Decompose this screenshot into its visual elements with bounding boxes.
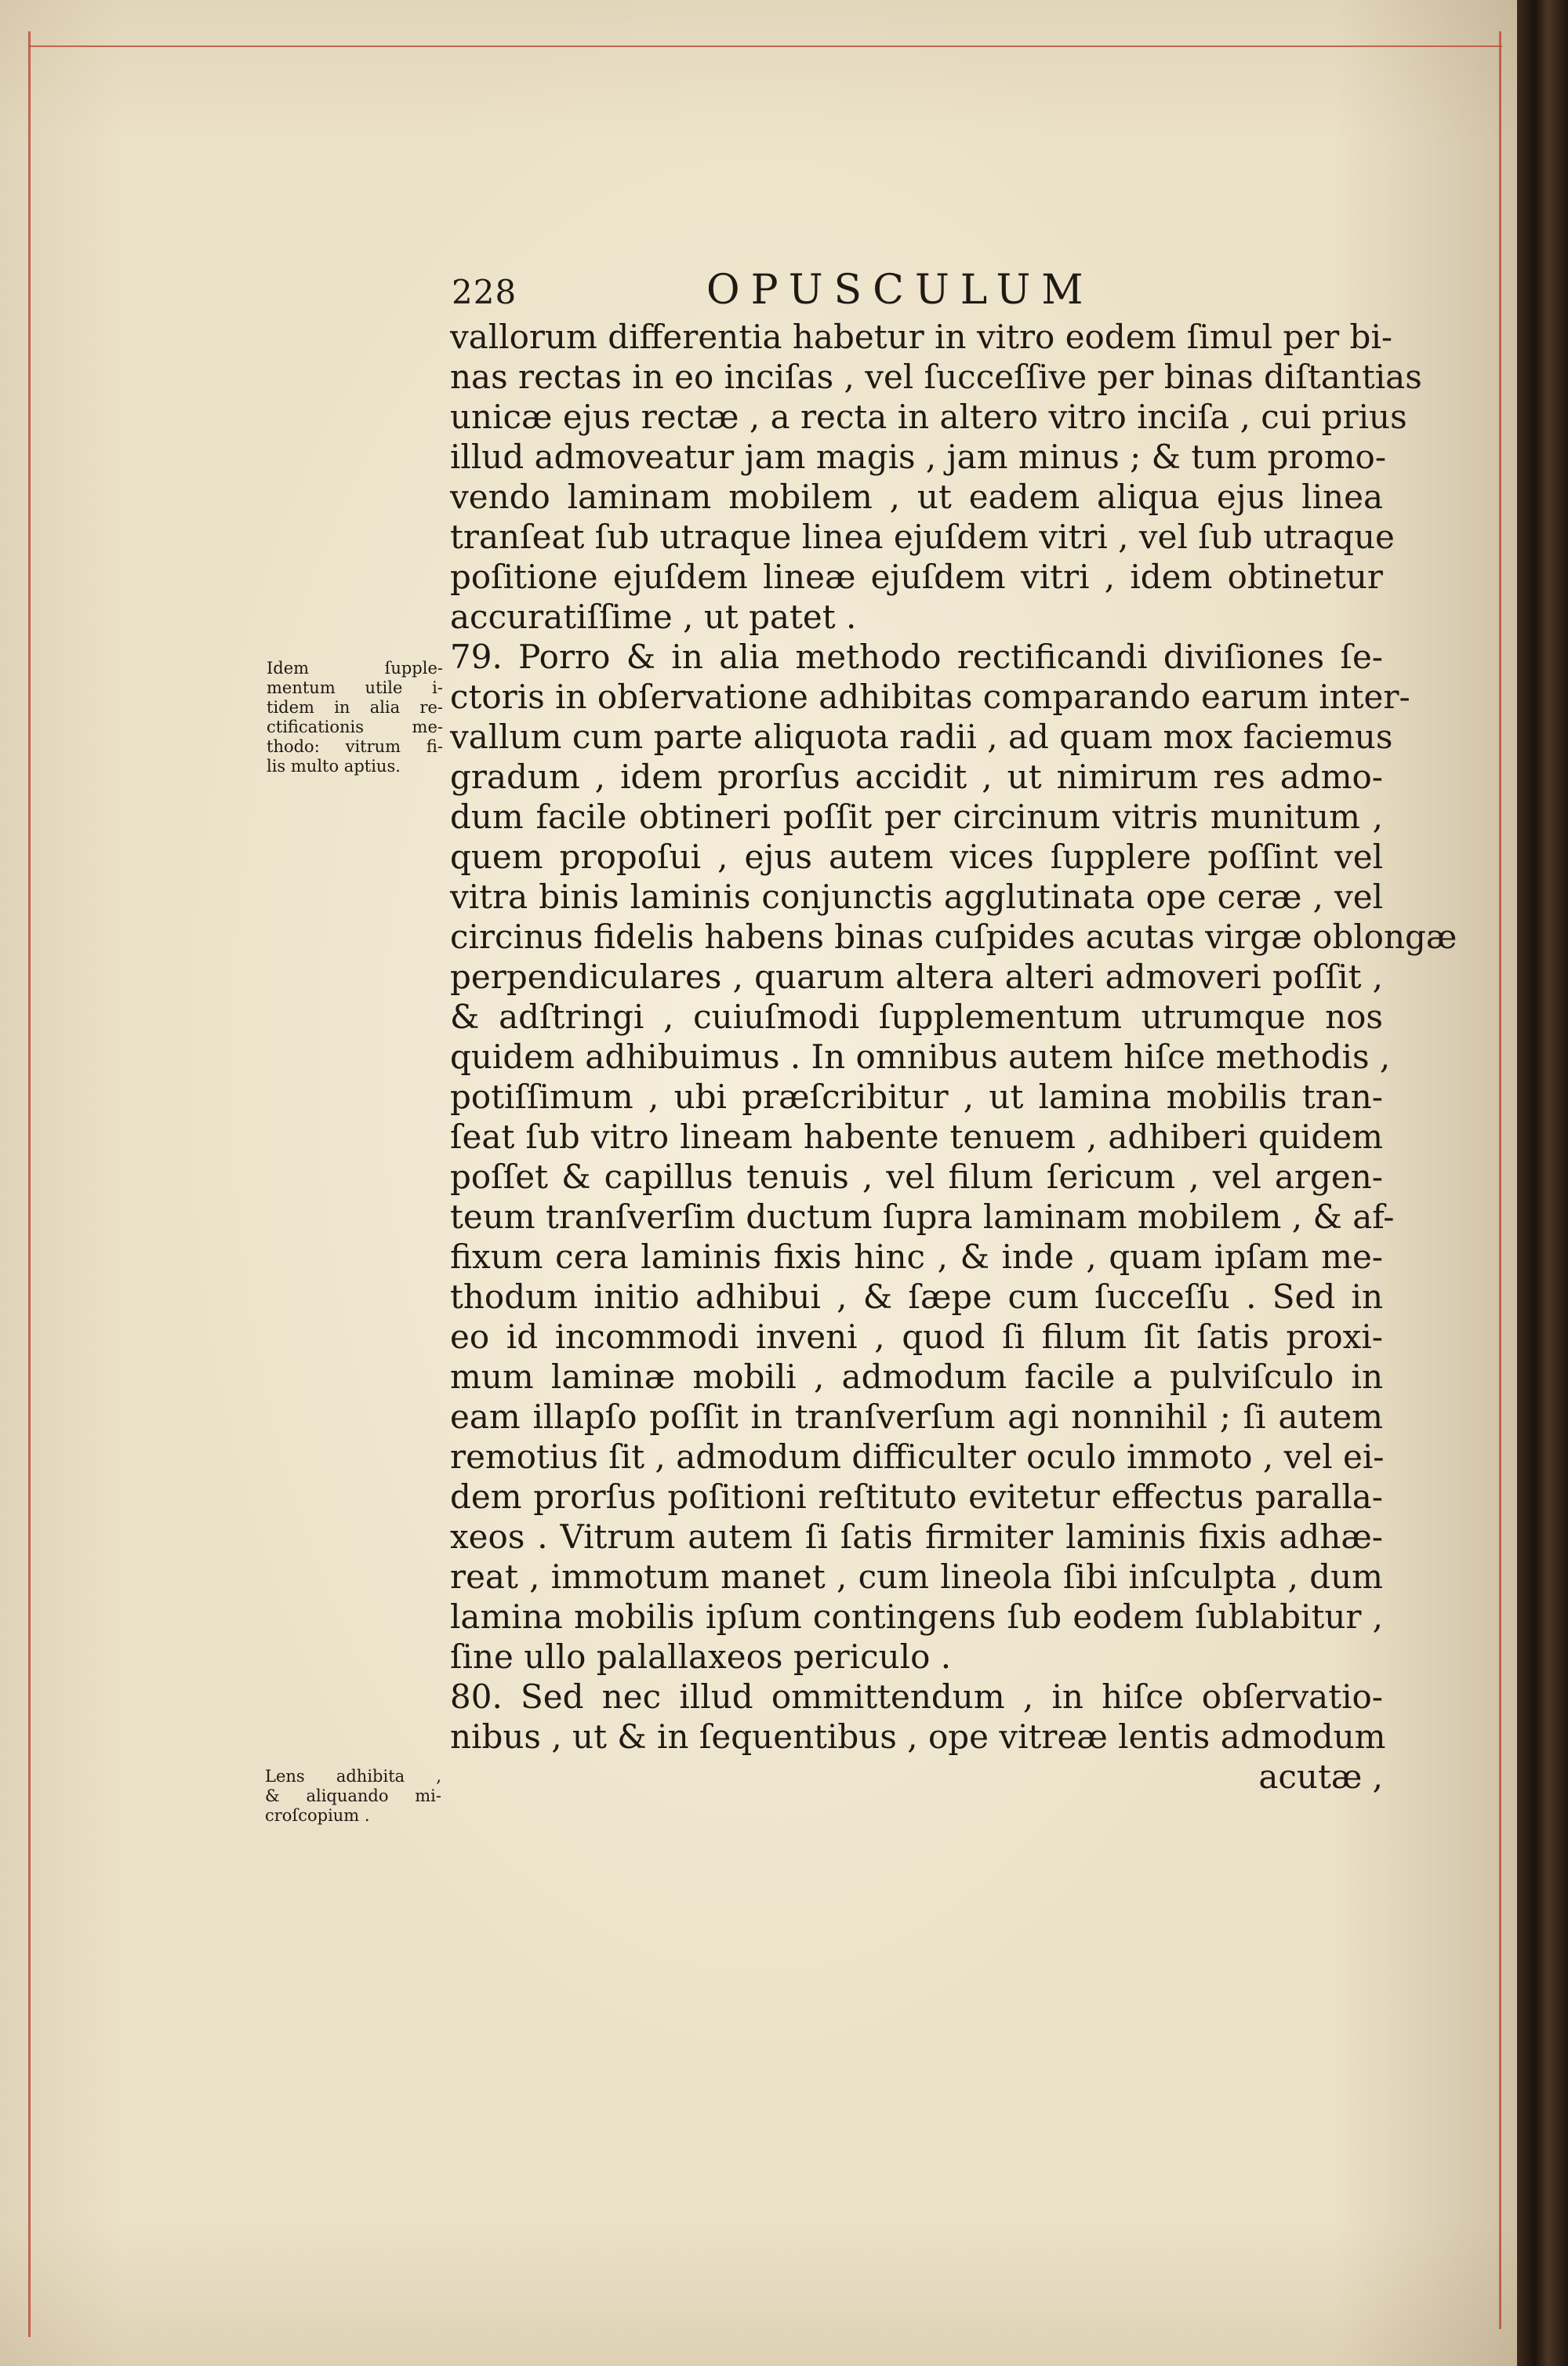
- text-line: perpendiculares , quarum altera alteri admoveri poſſit ,: [450, 958, 1383, 996]
- text-line: illud admoveatur jam magis , jam minus ; & tum promo-: [450, 438, 1387, 476]
- text-line: gradum , idem prorſus accidit , ut nimirum res admo-: [450, 758, 1383, 796]
- red-margin-rule-left: [28, 31, 31, 2337]
- catchword: acutæ ,: [1258, 1757, 1383, 1796]
- text-line: eo id incommodi inveni , quod ſi filum ſit ſatis proxi-: [450, 1317, 1383, 1356]
- marginal-note: [265, 1767, 441, 1826]
- red-margin-rule-top: [28, 45, 1502, 47]
- text-line: fixum cera laminis fixis hinc , & inde , quam ipſam me-: [450, 1238, 1383, 1276]
- text-line: nas rectas in eo inciſas , vel ſucceſſive per binas diſtantias: [450, 358, 1422, 396]
- text-line: circinus fidelis habens binas cuſpides acutas virgæ oblongæ: [450, 918, 1457, 956]
- marginal-note-line: lis multo aptius.: [267, 757, 401, 776]
- text-line: dum facile obtineri poſſit per circinum vitris munitum ,: [450, 798, 1383, 836]
- text-line: & adſtringi , cuiuſmodi ſupplementum utrumque nos: [450, 998, 1383, 1036]
- marginal-note-line: Lens adhibita ,: [265, 1767, 441, 1786]
- marginal-note-line: ctificationis me-: [267, 718, 443, 736]
- body-text: [450, 317, 1457, 1797]
- text-line: tranſeat ſub utraque linea ejuſdem vitri , vel ſub utraque: [450, 518, 1395, 556]
- text-line: teum tranſverſim ductum ſupra laminam mobilem , & af-: [450, 1198, 1395, 1236]
- text-line: reat , immotum manet , cum lineola ſibi inſculpta , dum: [450, 1557, 1383, 1596]
- text-line: poſſet & capillus tenuis , vel filum ſericum , vel argen-: [450, 1158, 1383, 1196]
- text-line: accuratiſſime , ut patet .: [450, 598, 857, 636]
- text-line: lamina mobilis ipſum contingens ſub eodem ſublabitur ,: [450, 1597, 1383, 1636]
- page-number: 228: [452, 273, 517, 311]
- text-line: 79. Porro & in alia methodo rectificandi diviſiones ſe-: [450, 638, 1383, 676]
- text-line: eam illapſo poſſit in tranſverſum agi nonnihil ; ſi autem: [450, 1397, 1383, 1436]
- text-line: quem propoſui , ejus autem vices ſupplere poſſint vel: [450, 838, 1383, 876]
- text-line: xeos . Vitrum autem ſi ſatis firmiter laminis fixis adhæ-: [450, 1517, 1383, 1556]
- text-line: ſine ullo palallaxeos periculo .: [450, 1637, 952, 1676]
- marginal-note-line: Idem ſupple-: [267, 659, 443, 678]
- marginal-note: [267, 659, 443, 776]
- red-margin-rule-right: [1499, 31, 1501, 2329]
- text-line: vendo laminam mobilem , ut eadem aliqua ejus linea: [450, 478, 1383, 516]
- text-line: quidem adhibuimus . In omnibus autem hiſce methodis ,: [450, 1038, 1391, 1076]
- text-line: potiſſimum , ubi præſcribitur , ut lamina mobilis tran-: [450, 1078, 1383, 1116]
- marginal-note-line: tidem in alia re-: [267, 698, 443, 717]
- text-line: thodum initio adhibui , & ſæpe cum ſucceſſu . Sed in: [450, 1277, 1383, 1316]
- text-line: nibus , ut & in ſequentibus , ope vitreæ lentis admodum: [450, 1717, 1386, 1756]
- marginal-note-line: croſcopium .: [265, 1806, 370, 1825]
- running-head: OPUSCULUM: [706, 267, 1094, 314]
- marginal-note-line: & aliquando mi-: [265, 1786, 441, 1805]
- text-line: poſitione ejuſdem lineæ ejuſdem vitri , idem obtinetur: [450, 558, 1383, 596]
- text-line: unicæ ejus rectæ , a recta in altero vitro inciſa , cui prius: [450, 398, 1407, 436]
- page-header: [452, 267, 1377, 317]
- text-line: remotius ſit , admodum difficulter oculo immoto , vel ei-: [450, 1437, 1385, 1476]
- text-line: ſeat ſub vitro lineam habente tenuem , adhiberi quidem: [450, 1118, 1383, 1156]
- marginal-note-line: thodo: vitrum fi-: [267, 737, 443, 756]
- text-line: mum laminæ mobili , admodum facile a pulviſculo in: [450, 1357, 1383, 1396]
- text-line: vallorum differentia habetur in vitro eodem ſimul per bi-: [450, 318, 1393, 356]
- text-line: ctoris in obſervatione adhibitas comparando earum inter-: [450, 678, 1410, 716]
- text-line: dem prorſus poſitioni reſtituto evitetur effectus paralla-: [450, 1477, 1383, 1516]
- text-line: vallum cum parte aliquota radii , ad quam mox faciemus: [450, 718, 1393, 756]
- text-line: vitra binis laminis conjunctis agglutinata ope ceræ , vel: [450, 878, 1383, 916]
- marginal-note-line: mentum utile i-: [267, 678, 443, 697]
- text-line: 80. Sed nec illud ommittendum , in hiſce obſervatio-: [450, 1677, 1383, 1716]
- book-edge-shadow: [1517, 0, 1568, 2366]
